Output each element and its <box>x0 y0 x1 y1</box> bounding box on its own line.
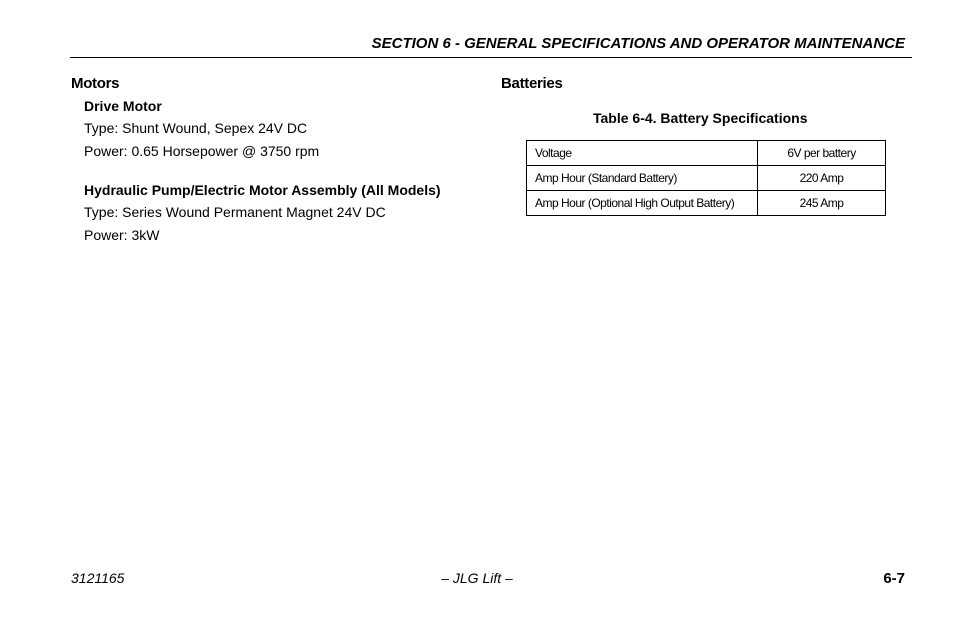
table-cell-value: 245 Amp <box>758 191 886 216</box>
table-row <box>527 191 886 216</box>
hydraulic-pump-type: Type: Series Wound Permanent Magnet 24V DC <box>84 204 386 220</box>
table-cell-label: Amp Hour (Optional High Output Battery) <box>527 191 758 216</box>
battery-specifications-table <box>526 140 886 216</box>
header-rule <box>70 57 912 58</box>
footer-center-text: – JLG Lift – <box>441 570 513 586</box>
footer-page-number: 6-7 <box>883 570 905 587</box>
table-cell-value: 220 Amp <box>758 166 886 191</box>
battery-table-caption: Table 6-4. Battery Specifications <box>593 110 808 126</box>
batteries-heading: Batteries <box>501 75 563 92</box>
section-header-title: SECTION 6 - GENERAL SPECIFICATIONS AND OPERATOR MAINTENANCE <box>371 35 905 52</box>
table-cell-value: 6V per battery <box>758 141 886 166</box>
table-cell-label: Amp Hour (Standard Battery) <box>527 166 758 191</box>
drive-motor-heading: Drive Motor <box>84 98 162 114</box>
drive-motor-power: Power: 0.65 Horsepower @ 3750 rpm <box>84 143 320 159</box>
motors-section <box>71 73 471 247</box>
table-cell-label: Voltage <box>527 141 758 166</box>
motors-heading: Motors <box>71 75 120 92</box>
drive-motor-type: Type: Shunt Wound, Sepex 24V DC <box>84 120 308 136</box>
footer-doc-number: 3121165 <box>71 570 125 586</box>
hydraulic-pump-power: Power: 3kW <box>84 227 160 243</box>
batteries-section <box>501 73 901 95</box>
hydraulic-pump-heading: Hydraulic Pump/Electric Motor Assembly (All Models) <box>84 182 441 198</box>
table-row <box>527 141 886 166</box>
table-row <box>527 166 886 191</box>
